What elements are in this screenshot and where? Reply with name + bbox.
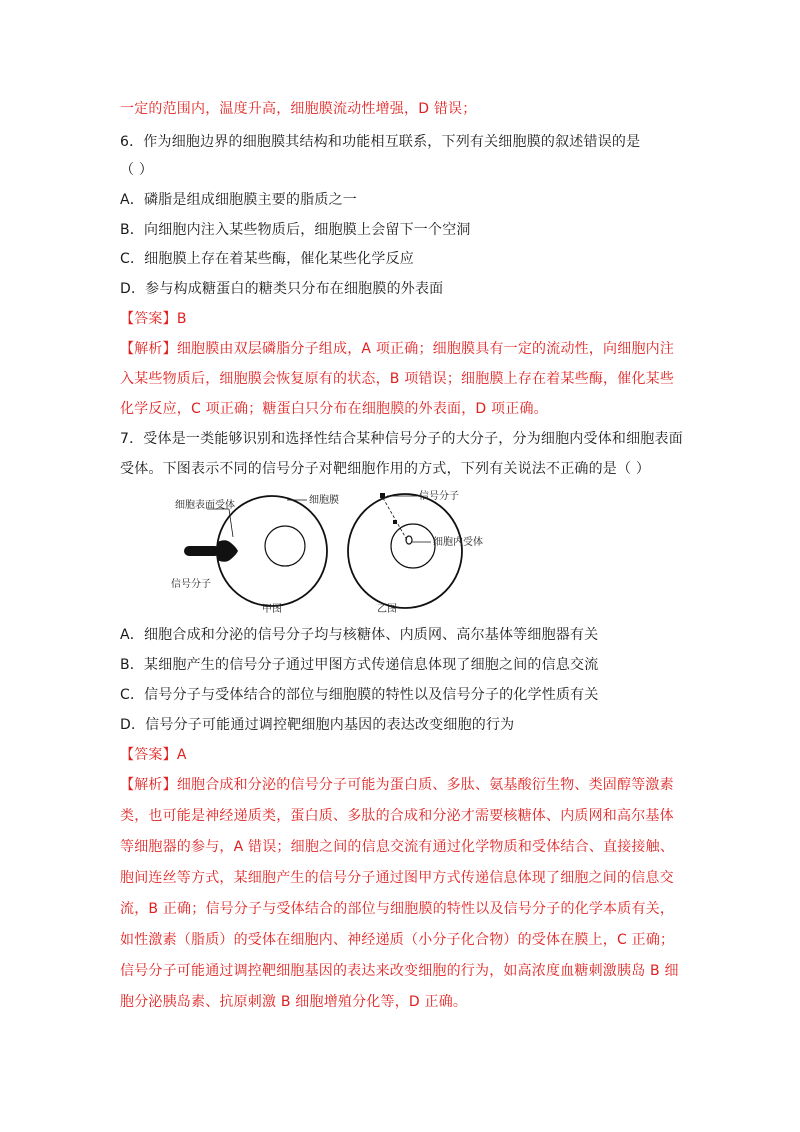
answer-label: 【答案】 — [120, 311, 177, 327]
q6-answer-paren: （ ） — [120, 162, 154, 178]
q7-analysis-line-3: 等细胞器的参与，A 错误；细胞之间的信息交流有通过化学物质和受体结合、直接接触、 — [120, 839, 675, 855]
q6-analysis-line-1 — [120, 339, 674, 359]
cell-receptor-figure — [155, 488, 495, 618]
figure-cell-b — [348, 489, 483, 615]
q7-analysis-line-7: 信号分子可能通过调控靶细胞基因的表达来改变细胞的行为，如高浓度血糖刺激胰岛 B 细 — [120, 963, 679, 979]
q7-stem-line-1: 7．受体是一类能够识别和选择性结合某种信号分子的大分子，分为细胞内受体和细胞表面 — [120, 431, 683, 447]
q6-answer — [120, 309, 187, 329]
analysis-text: 细胞膜由双层磷脂分子组成，A 项正确；细胞膜具有一定的流动性，向细胞内注 — [176, 341, 675, 357]
q7-analysis-line-8: 胞分泌胰岛素、抗原刺激 B 细胞增殖分化等，D 正确。 — [120, 994, 468, 1010]
q7-option-c: C．信号分子与受体结合的部位与细胞膜的特性以及信号分子的化学性质有关 — [120, 687, 599, 703]
label-signal-right: 信号分子 — [419, 491, 459, 502]
q6-option-d: D．参与构成糖蛋白的糖类只分布在细胞膜的外表面 — [120, 281, 444, 297]
q6-analysis-line-3: 化学反应，C 项正确；糖蛋白只分布在细胞膜的外表面，D 项正确。 — [120, 401, 548, 417]
q7-analysis-line-4: 胞间连丝等方式，某细胞产生的信号分子通过图甲方式传递信息体现了细胞之间的信息交 — [120, 870, 674, 886]
q7-stem-line-2: 受体。下图表示不同的信号分子对靶细胞作用的方式，下列有关说法不正确的是（ ） — [120, 461, 651, 477]
label-inner-receptor: 细胞内受体 — [433, 537, 483, 548]
caption-left: 甲图 — [262, 604, 282, 615]
figure-cell-a — [171, 493, 339, 615]
inner-receptor-shape — [406, 536, 412, 544]
analysis-text: 细胞合成和分泌的信号分子可能为蛋白质、多肽、氨基酸衍生物、类固醇等激素 — [176, 777, 674, 793]
q7-option-d: D．信号分子可能通过调控靶细胞内基因的表达改变细胞的行为 — [120, 717, 515, 733]
answer-value: A — [176, 747, 187, 763]
answer-label: 【答案】 — [120, 747, 177, 763]
analysis-label: 【解析】 — [120, 777, 177, 793]
q7-option-a: A．细胞合成和分泌的信号分子均与核糖体、内质网、高尔基体等细胞器有关 — [120, 627, 599, 643]
analysis-label: 【解析】 — [120, 341, 177, 357]
q7-analysis-line-5: 流，B 正确；信号分子与受体结合的部位与细胞膜的特性以及信号分子的化学本质有关， — [120, 901, 675, 917]
label-surface-receptor: 细胞表面受体 — [175, 500, 235, 511]
q6-option-b: B．向细胞内注入某些物质后，细胞膜上会留下一个空洞 — [120, 222, 471, 238]
q7-option-b: B．某细胞产生的信号分子通过甲图方式传递信息体现了细胞之间的信息交流 — [120, 657, 599, 673]
q6-stem: 6．作为细胞边界的细胞膜其结构和功能相互联系，下列有关细胞膜的叙述错误的是 — [120, 134, 641, 150]
surface-receptor-shape — [217, 540, 238, 562]
q7-answer — [120, 745, 187, 765]
caption-right: 乙图 — [377, 604, 397, 615]
q6-option-c: C．细胞膜上存在着某些酶，催化某些化学反应 — [120, 251, 414, 267]
q6-analysis-line-2: 入某些物质后，细胞膜会恢复原有的状态，B 项错误；细胞膜上存在着某些酶，催化某些 — [120, 371, 675, 387]
label-membrane: 细胞膜 — [309, 495, 339, 506]
signal-dot-outside — [380, 493, 385, 498]
q7-analysis-line-2: 类，也可能是神经递质类，蛋白质、多肽的合成和分泌才需要核糖体、内质网和高尔基体 — [120, 808, 674, 824]
previous-analysis-continuation: 一定的范围内，温度升高，细胞膜流动性增强，D 错误； — [120, 101, 477, 117]
q7-analysis-line-1 — [120, 775, 674, 795]
label-signal-left: 信号分子 — [171, 579, 211, 590]
answer-value: B — [176, 311, 187, 327]
q7-analysis-line-6: 如性激素（脂质）的受体在细胞内、神经递质（小分子化合物）的受体在膜上，C 正确； — [120, 932, 675, 948]
q6-option-a: A．磷脂是组成细胞膜主要的脂质之一 — [120, 192, 357, 208]
